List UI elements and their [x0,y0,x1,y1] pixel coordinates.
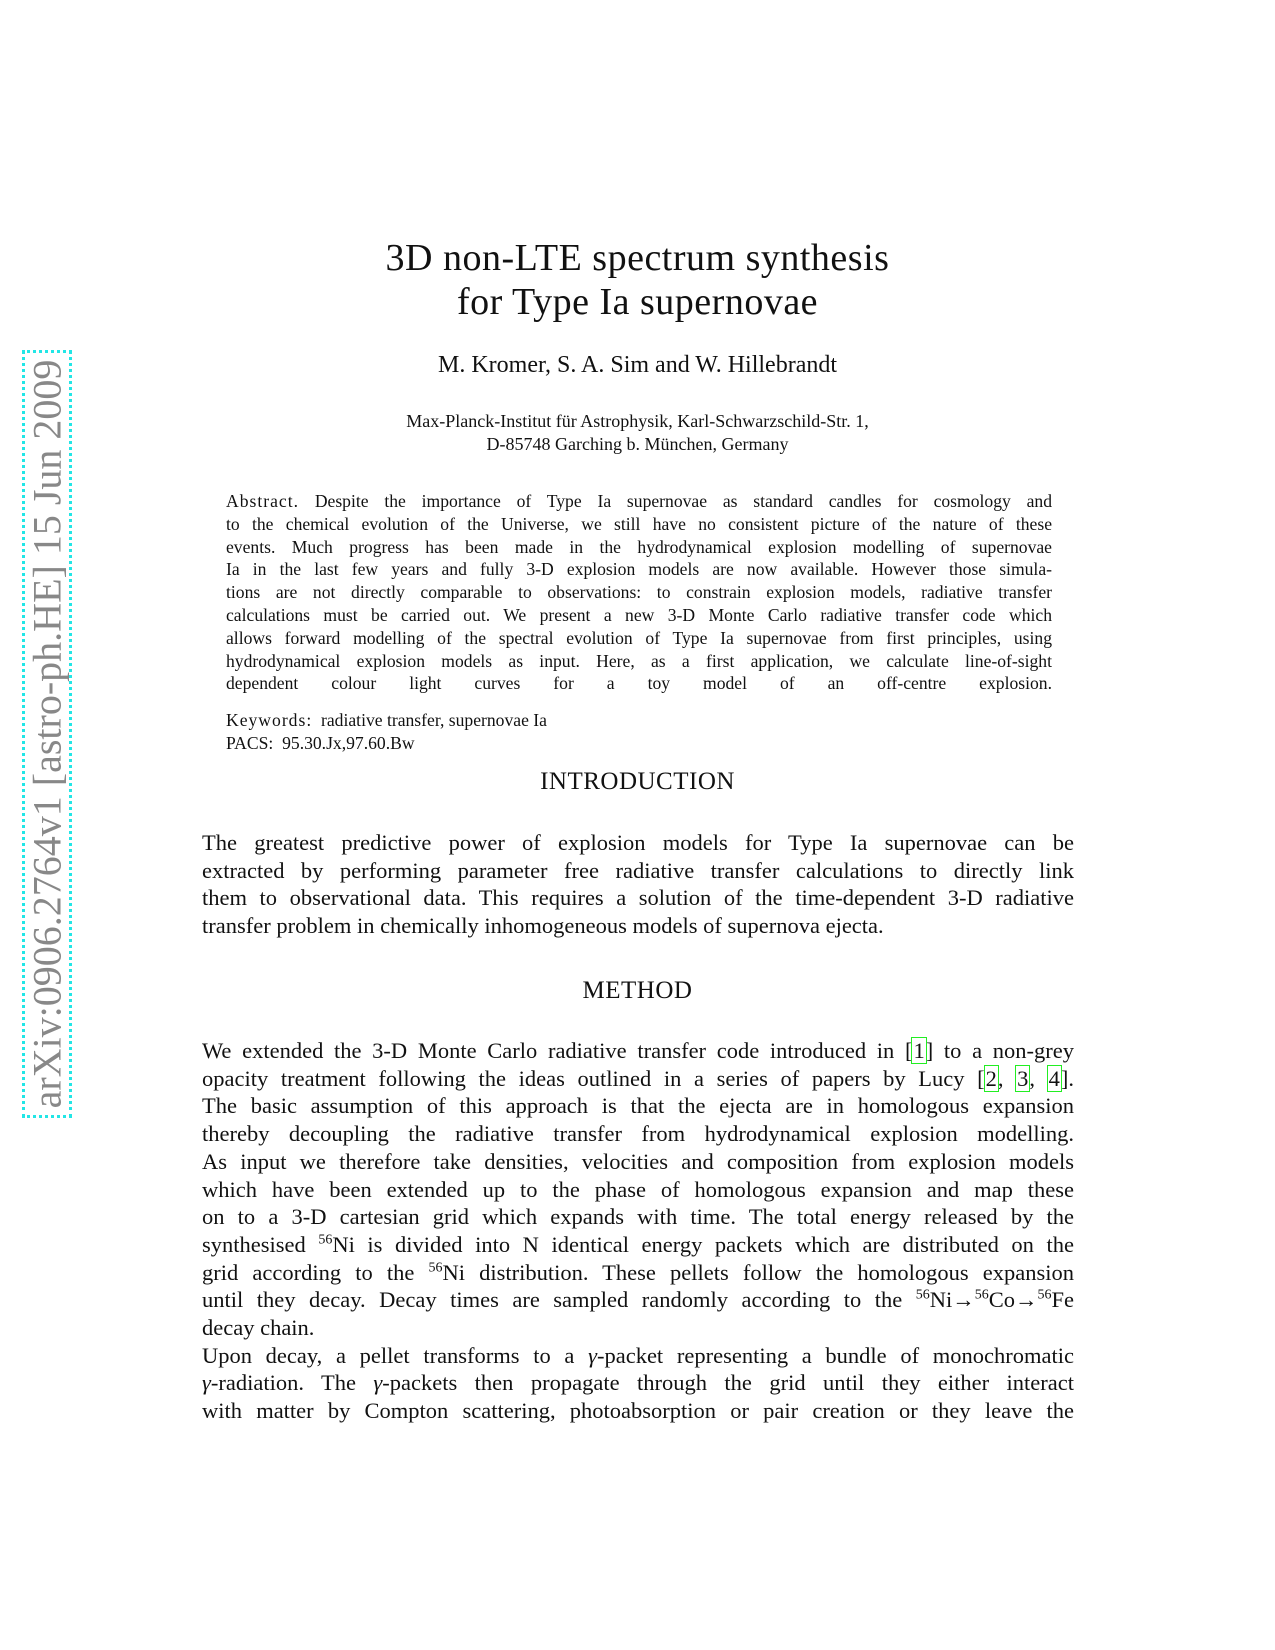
text-run: Ni is divided into N identical energy packets which are distributed on the [332,1231,1074,1257]
affiliation-line: D-85748 Garching b. München, Germany [486,434,789,454]
abstract-line [226,627,1052,650]
abstract-text: tions are not directly comparable to observations: to constrain explosion models, radiative transfer [226,582,1052,603]
paper-title [0,236,1275,324]
isotope-superscript: 56 [974,1287,989,1303]
citation-link[interactable]: 4 [1048,1065,1060,1091]
affiliation-line: Max-Planck-Institut für Astrophysik, Karl-Schwarzschild-Str. 1, [406,411,869,431]
text-run: grid according to the [202,1259,429,1285]
text-line [202,1148,1074,1176]
keywords-value: radiative transfer, supernovae Ia [321,710,547,730]
text-line [202,1397,1074,1425]
abstract-line [226,650,1052,673]
pacs-value: 95.30.Jx,97.60.Bw [282,732,415,753]
text-line [202,912,1074,940]
text-run: -radiation. The [210,1370,374,1396]
gamma-symbol: γ [588,1342,597,1368]
abstract-text: events. Much progress has been made in the hydrodynamical explosion modelling of supernovae [226,536,1052,557]
abstract-line [226,604,1052,627]
abstract-line [226,581,1052,604]
abstract-line [226,672,1052,695]
isotope-superscript: 56 [428,1260,443,1276]
text-line [202,884,1074,912]
abstract-text: calculations must be carried out. We present a new 3-D Monte Carlo radiative transfer code which [226,604,1052,625]
abstract-text: to the chemical evolution of the Universe, we still have no consistent picture of the nature of these [226,513,1052,534]
text-line [202,1176,1074,1204]
citation-link[interactable]: 3 [1017,1065,1029,1091]
text-run: We extended the 3-D Monte Carlo radiative transfer code introduced in [ [202,1038,913,1063]
arxiv-id: arXiv:0906.2764v1 [astro-ph.HE] 15 Jun 2009 [24,359,70,1109]
abstract-label: Abstract. [226,491,300,511]
text-run: until they decay. Decay times are sampled randomly according to the [202,1287,916,1313]
text-run: -packet representing a bundle of monochromatic [596,1342,1074,1368]
text-run: Upon decay, a pellet transforms to a [202,1342,589,1368]
title-line: 3D non-LTE spectrum synthesis [385,237,890,279]
citation-link[interactable]: 2 [985,1065,997,1091]
keywords-label: Keywords: [226,710,313,730]
text-run: Co→ [988,1287,1038,1313]
abstract-text: dependent colour light curves for a toy model of an off-centre explosion. [226,673,1052,694]
section-heading-introduction: INTRODUCTION [540,768,735,795]
text-run: them to observational data. This requires a solution of the time-dependent 3-D radiative [202,885,1074,911]
text-run: Fe [1051,1287,1074,1313]
title-line: for Type Ia supernovae [456,281,819,323]
text-line [202,1286,1074,1314]
abstract-text: hydrodynamical explosion models as input. Here, as a first application, we calculate line-of-sight [226,650,1052,671]
citation-link[interactable]: 1 [913,1038,925,1063]
abstract [226,490,1052,695]
text-run: , [1029,1065,1048,1091]
isotope-superscript: 56 [318,1232,333,1248]
keywords-block [226,709,547,755]
text-run: on to a 3-D cartesian grid which expands with time. The total energy released by the [202,1204,1074,1230]
text-run: The basic assumption of this approach is that the ejecta are in homologous expansion [202,1093,1074,1119]
text-run: ] to a non-grey [925,1038,1074,1063]
pacs-label: PACS: [226,732,274,753]
text-run: opacity treatment following the ideas outlined in a series of papers by Lucy [ [202,1065,985,1091]
text-line [202,1092,1074,1120]
affiliation [0,410,1275,456]
text-line [202,857,1074,885]
text-run: -packets then propagate through the grid until they either interact [382,1370,1074,1396]
text-line [202,1065,1074,1093]
gamma-symbol: γ [202,1370,211,1396]
method-paragraph [202,1037,1074,1425]
isotope-superscript: 56 [1037,1287,1052,1303]
text-run: The greatest predictive power of explosion models for Type Ia supernovae can be [202,830,1074,855]
text-run: Ni distribution. These pellets follow the homologous expansion [442,1259,1074,1285]
text-run: , [997,1065,1017,1091]
text-run: ]. [1060,1065,1075,1091]
text-run: with matter by Compton scattering, photoabsorption or pair creation or they leave the [202,1398,1074,1424]
abstract-line [226,490,1052,513]
text-line [202,1314,1074,1342]
text-run: transfer problem in chemically inhomogeneous models of supernova ejecta. [202,913,884,939]
authors: M. Kromer, S. A. Sim and W. Hillebrandt [437,352,838,378]
text-run: decay chain. [202,1315,315,1341]
text-line [202,1120,1074,1148]
text-line [202,1342,1074,1370]
text-run: which have been extended up to the phase of homologous expansion and map these [202,1176,1074,1202]
abstract-text: Ia in the last few years and fully 3-D explosion models are now available. However those simula- [226,559,1052,580]
text-run: synthesised [202,1231,319,1257]
gamma-symbol: γ [373,1370,383,1396]
abstract-text: Despite the importance of Type Ia supernovae as standard candles for cosmology and [299,491,1052,511]
text-line [202,1203,1074,1231]
text-run: thereby decoupling the radiative transfer from hydrodynamical explosion modelling. [202,1121,1074,1147]
text-run: extracted by performing parameter free radiative transfer calculations to directly link [202,857,1074,883]
text-line [202,1369,1074,1397]
abstract-line [226,558,1052,581]
text-run: As input we therefore take densities, velocities and composition from explosion models [202,1148,1074,1174]
abstract-line [226,513,1052,536]
section-heading-method: METHOD [582,977,693,1004]
text-run: Ni→ [929,1287,975,1313]
abstract-text: allows forward modelling of the spectral evolution of Type Ia supernovae from first principles, using [226,627,1052,648]
abstract-line [226,536,1052,559]
introduction-paragraph [202,829,1074,940]
text-line [202,1037,1074,1065]
text-line [202,1259,1074,1287]
isotope-superscript: 56 [915,1287,930,1303]
text-line [202,829,1074,857]
text-line [202,1231,1074,1259]
